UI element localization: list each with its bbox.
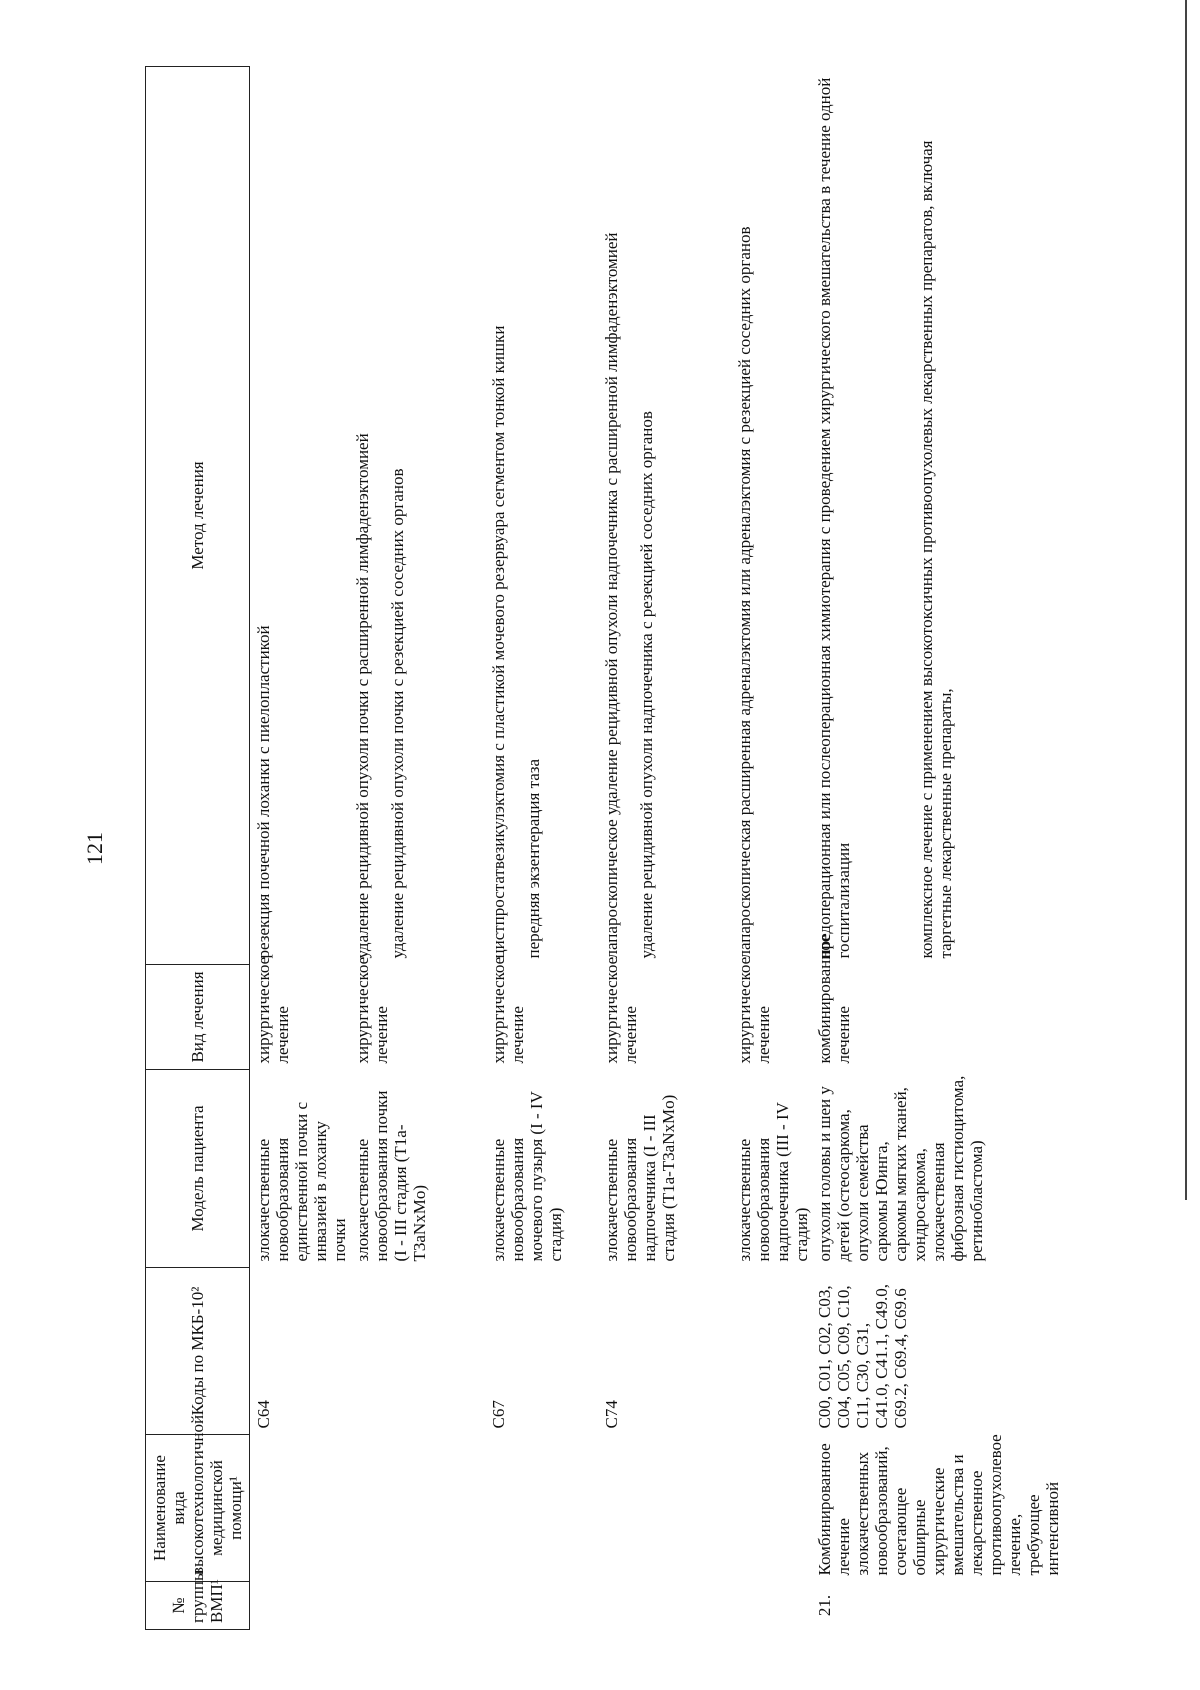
treatment-method: лапароскопическая расширенная адреналэктомия или адреналэктомия с резекцией соседних органов (735, 226, 754, 959)
icd-codes (349, 1268, 485, 1435)
treatment-methods (811, 67, 1062, 965)
group-number (731, 1582, 811, 1630)
treatment-methods (731, 67, 811, 965)
table-row (349, 67, 485, 1630)
vmp-name (598, 1435, 731, 1582)
treatment-type: хирургическое лечение (489, 956, 527, 1064)
patient-model: злокачественные новообразования надпочечника (I - III стадия (T1a-T3aNxMo) (602, 1094, 678, 1262)
icd-codes: C00, C01, C02, C03, C04, C05, C09, C10, C11, C30, C31, C41.0, C41.1, C49.0, C69.2, C69.4, C69.6 (815, 1283, 910, 1429)
header-treatment-type: Вид лечения (146, 965, 250, 1070)
treatment-methods (485, 67, 598, 965)
icd-codes (731, 1268, 811, 1435)
vmp-table (145, 66, 1062, 1630)
patient-model: злокачественные новообразования почки (I - III стадия (T1a-T3aNxMo) (353, 1090, 429, 1262)
patient-model: злокачественные новообразования мочевого пузыря (I - IV стадия) (489, 1091, 565, 1262)
treatment-method: удаление рецидивной опухоли почки с резекцией соседних органов (388, 468, 407, 959)
group-number: 21. (815, 1594, 834, 1617)
patient-model: злокачественные новообразования единственной почки с инвазией в лоханку почки (254, 1101, 349, 1262)
treatment-type: хирургическое лечение (353, 956, 391, 1064)
treatment-method: лапароскопическое удаление рецидивной опухоли надпочечника с расширенной лимфаденэктомией (602, 232, 621, 959)
vmp-name (485, 1435, 598, 1582)
vmp-name: Комбинированное лечение злокачественных новообразований, сочетающее обширные хирургические вмешательства и лекарственное противоопухолевое лечение, требующее интенсивной (815, 1434, 1062, 1576)
treatment-type: хирургическое лечение (735, 956, 773, 1064)
vmp-name (349, 1435, 485, 1582)
treatment-methods (349, 67, 485, 965)
icd-codes: C64 (254, 1400, 273, 1429)
table-row (731, 67, 811, 1630)
header-group-number: № группы ВМП¹ (146, 1582, 250, 1630)
patient-model: опухоли головы и шеи у детей (остеосаркома, опухоли семейства саркомы Юинга, саркомы мягких тканей, хондросаркома, злокачественная фиброзная гистиоцитома, ретинобластома) (815, 1075, 986, 1262)
table-row (598, 67, 731, 1630)
treatment-type: хирургическое лечение (602, 956, 640, 1064)
table-row (250, 67, 350, 1630)
treatment-methods (598, 67, 731, 965)
icd-codes: C74 (602, 1400, 621, 1429)
group-number (250, 1582, 350, 1630)
patient-model: злокачественные новообразования надпочечника (III - IV стадия) (735, 1102, 811, 1262)
table-header (146, 67, 250, 1630)
treatment-method: предоперационная или послеоперационная химиотерапия с проведением хирургического вмешательства в течение одной госпитализации (815, 77, 853, 959)
group-number (598, 1582, 731, 1630)
treatment-type: хирургическое лечение (254, 956, 292, 1064)
treatment-method: цистпростатвезикулэктомия с пластикой мочевого резервуара сегментом тонкой кишки (489, 325, 508, 959)
treatment-method: передняя экзентерация таза (524, 758, 543, 959)
page-number: 121 (82, 832, 107, 865)
header-icd-codes: Коды по МКБ-10² (146, 1268, 250, 1435)
icd-codes: C67 (489, 1400, 508, 1429)
treatment-method: комплексное лечение с применением высокотоксичных противоопухолевых лекарственных препаратов, включая таргетные лекарственные препараты, (917, 140, 955, 959)
table-row (485, 67, 598, 1630)
table-row (811, 67, 1062, 1630)
vmp-name (731, 1435, 811, 1582)
treatment-methods (250, 67, 350, 965)
treatment-method: резекция почечной лоханки с пиелопластикой (254, 625, 273, 959)
group-number (485, 1582, 598, 1630)
header-treatment-method: Метод лечения (146, 67, 250, 965)
vmp-name (250, 1435, 350, 1582)
group-number (349, 1582, 485, 1630)
treatment-type: комбинированное лечение (815, 934, 853, 1064)
treatment-method: удаление рецидивной опухоли надпочечника с резекцией соседних органов (637, 411, 656, 959)
header-vmp-name: Наименование вида высокотехнологичной медицинской помощи¹ (146, 1435, 250, 1582)
header-patient-model: Модель пациента (146, 1070, 250, 1268)
treatment-method: удаление рецидивной опухоли почки с расширенной лимфаденэктомией (353, 433, 372, 959)
